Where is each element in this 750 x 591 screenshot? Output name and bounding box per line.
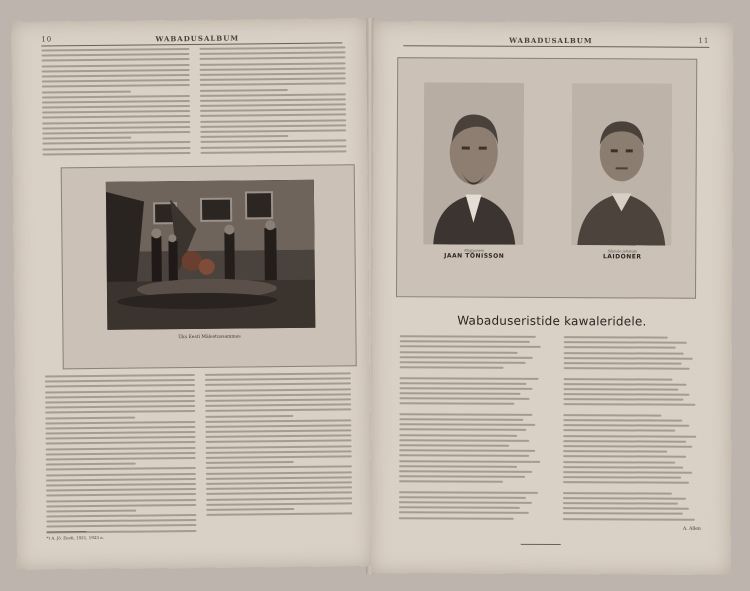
text-line bbox=[45, 384, 195, 388]
text-line bbox=[45, 400, 195, 404]
text-line bbox=[200, 129, 346, 133]
text-line bbox=[399, 491, 538, 494]
text-line bbox=[205, 372, 351, 376]
text-line bbox=[200, 135, 288, 138]
text-line bbox=[564, 378, 673, 381]
text-line bbox=[400, 335, 536, 338]
text-line bbox=[564, 388, 679, 391]
text-line bbox=[46, 473, 196, 477]
text-line bbox=[46, 457, 196, 461]
text-line bbox=[564, 346, 676, 349]
text-line bbox=[563, 440, 686, 443]
right-bottom-rule bbox=[521, 544, 561, 545]
text-line bbox=[46, 441, 196, 445]
text-line bbox=[399, 429, 526, 432]
text-line bbox=[42, 100, 190, 104]
text-line bbox=[399, 470, 532, 473]
right-page-number: 11 bbox=[698, 36, 710, 45]
text-line bbox=[564, 383, 687, 386]
text-line bbox=[563, 435, 696, 438]
text-line bbox=[564, 362, 682, 365]
text-line bbox=[399, 517, 514, 520]
text-line bbox=[399, 512, 529, 515]
text-line bbox=[205, 398, 351, 402]
text-line bbox=[206, 440, 352, 444]
text-line bbox=[400, 346, 541, 349]
text-line bbox=[45, 395, 195, 399]
text-line bbox=[205, 409, 351, 413]
text-line bbox=[200, 72, 346, 76]
text-line bbox=[205, 414, 293, 417]
right-running-title: WABADUSALBUM bbox=[509, 35, 593, 46]
text-line bbox=[399, 403, 514, 406]
text-line bbox=[564, 341, 687, 344]
text-line bbox=[46, 447, 196, 451]
text-line bbox=[563, 455, 686, 458]
text-line bbox=[45, 379, 195, 383]
text-line bbox=[399, 455, 529, 458]
poem-title: Wabaduseristide kawaleridele. bbox=[457, 313, 647, 329]
text-line bbox=[563, 429, 675, 432]
left-bottom-column-2 bbox=[205, 372, 353, 519]
portrait-laidoner bbox=[571, 83, 672, 246]
left-page-number: 10 bbox=[41, 35, 53, 44]
text-line bbox=[563, 492, 672, 495]
portrait-right-name: LAIDONER bbox=[602, 253, 642, 261]
text-line bbox=[400, 340, 530, 343]
text-line bbox=[42, 147, 190, 151]
text-line bbox=[45, 431, 195, 435]
text-line bbox=[399, 506, 520, 509]
text-line bbox=[206, 466, 352, 470]
text-line bbox=[200, 119, 346, 123]
text-line bbox=[400, 377, 539, 380]
text-line bbox=[46, 504, 196, 508]
poem-column-1 bbox=[399, 335, 548, 523]
text-line bbox=[564, 367, 690, 370]
text-line bbox=[200, 114, 346, 118]
text-line bbox=[563, 393, 689, 396]
text-line bbox=[45, 426, 195, 430]
text-line bbox=[43, 152, 191, 156]
text-line bbox=[200, 57, 346, 61]
text-line bbox=[205, 383, 351, 387]
text-line bbox=[399, 480, 503, 483]
text-line bbox=[399, 449, 535, 452]
text-line bbox=[206, 455, 352, 459]
text-line bbox=[399, 475, 525, 478]
left-running-title: WABADUSALBUM bbox=[155, 33, 240, 44]
text-line bbox=[46, 483, 196, 487]
text-line bbox=[45, 416, 135, 419]
text-line bbox=[399, 444, 509, 447]
portrait-right-role: Sõjaväe juhataja bbox=[607, 249, 637, 254]
text-line bbox=[45, 436, 195, 440]
text-line bbox=[46, 514, 196, 518]
text-line bbox=[563, 445, 692, 448]
portrait-laidoner-image bbox=[571, 83, 672, 246]
text-line bbox=[399, 413, 532, 416]
left-running-head bbox=[41, 32, 342, 46]
text-line bbox=[399, 392, 520, 395]
text-line bbox=[45, 421, 195, 425]
text-line bbox=[399, 496, 526, 499]
text-line bbox=[400, 387, 533, 390]
text-line bbox=[41, 48, 189, 52]
text-line bbox=[42, 141, 190, 145]
text-line bbox=[563, 518, 695, 521]
text-line bbox=[200, 62, 346, 66]
text-line bbox=[42, 69, 190, 73]
text-line bbox=[205, 388, 351, 392]
text-line bbox=[42, 74, 190, 78]
text-line bbox=[563, 461, 675, 464]
text-line bbox=[564, 336, 668, 339]
text-line bbox=[46, 498, 196, 502]
text-line bbox=[46, 493, 196, 497]
text-line bbox=[200, 88, 288, 91]
text-line bbox=[41, 53, 189, 57]
text-line bbox=[400, 361, 526, 364]
text-line bbox=[42, 84, 190, 88]
text-line bbox=[399, 501, 532, 504]
text-line bbox=[199, 52, 345, 56]
text-line bbox=[205, 429, 351, 433]
text-line bbox=[205, 378, 351, 382]
left-footnote: *) A. Jö. Eesti, 1921, 1923 a. bbox=[46, 534, 104, 541]
text-line bbox=[400, 366, 504, 369]
text-line bbox=[200, 103, 346, 107]
text-line bbox=[563, 466, 683, 469]
text-line bbox=[564, 357, 693, 360]
text-line bbox=[42, 115, 190, 119]
text-line bbox=[206, 481, 352, 485]
text-line bbox=[200, 67, 346, 71]
text-line bbox=[206, 497, 352, 501]
left-photo-frame bbox=[61, 164, 357, 369]
left-bottom-column-1 bbox=[45, 374, 197, 536]
text-line bbox=[42, 58, 190, 62]
text-line bbox=[399, 434, 517, 437]
text-line bbox=[200, 93, 346, 97]
left-top-column-2 bbox=[199, 46, 346, 156]
text-line bbox=[399, 439, 529, 442]
text-line bbox=[45, 410, 195, 414]
portrait-tonisson-image bbox=[423, 82, 524, 245]
text-line bbox=[45, 374, 195, 378]
text-line bbox=[205, 419, 351, 423]
text-line bbox=[563, 502, 678, 505]
text-line bbox=[563, 414, 661, 417]
text-line bbox=[45, 405, 195, 409]
text-line bbox=[206, 502, 352, 506]
text-line bbox=[563, 424, 689, 427]
text-line bbox=[200, 140, 346, 144]
text-line bbox=[399, 465, 517, 468]
text-line bbox=[46, 478, 196, 482]
text-line bbox=[200, 109, 346, 113]
text-line bbox=[200, 145, 346, 149]
text-line bbox=[46, 509, 136, 512]
poem-column-2 bbox=[563, 336, 704, 523]
left-top-column-1 bbox=[41, 48, 190, 158]
text-line bbox=[46, 519, 196, 523]
memorial-photo-image bbox=[106, 180, 316, 330]
text-line bbox=[206, 508, 294, 511]
text-line bbox=[46, 488, 196, 492]
text-line bbox=[563, 450, 667, 453]
text-line bbox=[42, 121, 190, 125]
text-line bbox=[200, 124, 346, 128]
text-line bbox=[563, 481, 689, 484]
text-line bbox=[399, 460, 540, 463]
text-line bbox=[206, 445, 352, 449]
text-line bbox=[206, 461, 294, 464]
text-line bbox=[205, 393, 351, 397]
text-line bbox=[563, 476, 681, 479]
left-photo-caption: Üks Eesti Mälestussammas bbox=[178, 334, 241, 341]
text-line bbox=[206, 450, 352, 454]
text-line bbox=[563, 403, 695, 406]
text-line bbox=[200, 83, 346, 87]
portrait-left-role: Riigivanem bbox=[464, 248, 485, 253]
text-line bbox=[200, 98, 346, 102]
text-line bbox=[199, 46, 345, 50]
text-line bbox=[42, 105, 190, 109]
text-line bbox=[206, 476, 352, 480]
text-line bbox=[46, 467, 196, 471]
text-line bbox=[400, 356, 533, 359]
text-line bbox=[42, 137, 131, 140]
portrait-left-name: JAAN TÕNISSON bbox=[444, 252, 505, 260]
text-line bbox=[42, 95, 190, 99]
text-line bbox=[205, 435, 351, 439]
text-line bbox=[42, 131, 190, 135]
text-line bbox=[46, 524, 196, 528]
text-line bbox=[399, 423, 535, 426]
memorial-photo bbox=[106, 180, 316, 330]
right-page bbox=[371, 21, 734, 575]
text-line bbox=[399, 418, 523, 421]
text-line bbox=[42, 90, 131, 93]
text-line bbox=[563, 507, 689, 510]
text-line bbox=[206, 492, 352, 496]
text-line bbox=[400, 382, 527, 385]
text-line bbox=[201, 150, 347, 154]
text-line bbox=[206, 486, 352, 490]
text-line bbox=[563, 471, 692, 474]
text-line bbox=[205, 424, 351, 428]
right-running-head bbox=[403, 35, 709, 48]
text-line bbox=[563, 497, 686, 500]
text-line bbox=[206, 471, 352, 475]
text-line bbox=[205, 403, 351, 407]
portraits-frame bbox=[396, 57, 697, 299]
text-line bbox=[563, 419, 682, 422]
text-line bbox=[42, 110, 190, 114]
text-line bbox=[563, 398, 683, 401]
text-line bbox=[42, 126, 190, 130]
poem-signature: A. Allen bbox=[682, 526, 701, 532]
left-page bbox=[11, 18, 372, 570]
text-line bbox=[400, 351, 518, 354]
text-line bbox=[46, 463, 136, 466]
text-line bbox=[42, 64, 190, 68]
portrait-right-caption bbox=[473, 249, 750, 262]
text-line bbox=[563, 512, 683, 515]
text-line bbox=[399, 397, 529, 400]
text-line bbox=[206, 512, 352, 516]
text-line bbox=[46, 452, 196, 456]
portrait-tonisson bbox=[423, 82, 524, 245]
text-line bbox=[42, 79, 190, 83]
text-line bbox=[564, 352, 684, 355]
text-line bbox=[200, 77, 346, 81]
text-line bbox=[45, 390, 195, 394]
